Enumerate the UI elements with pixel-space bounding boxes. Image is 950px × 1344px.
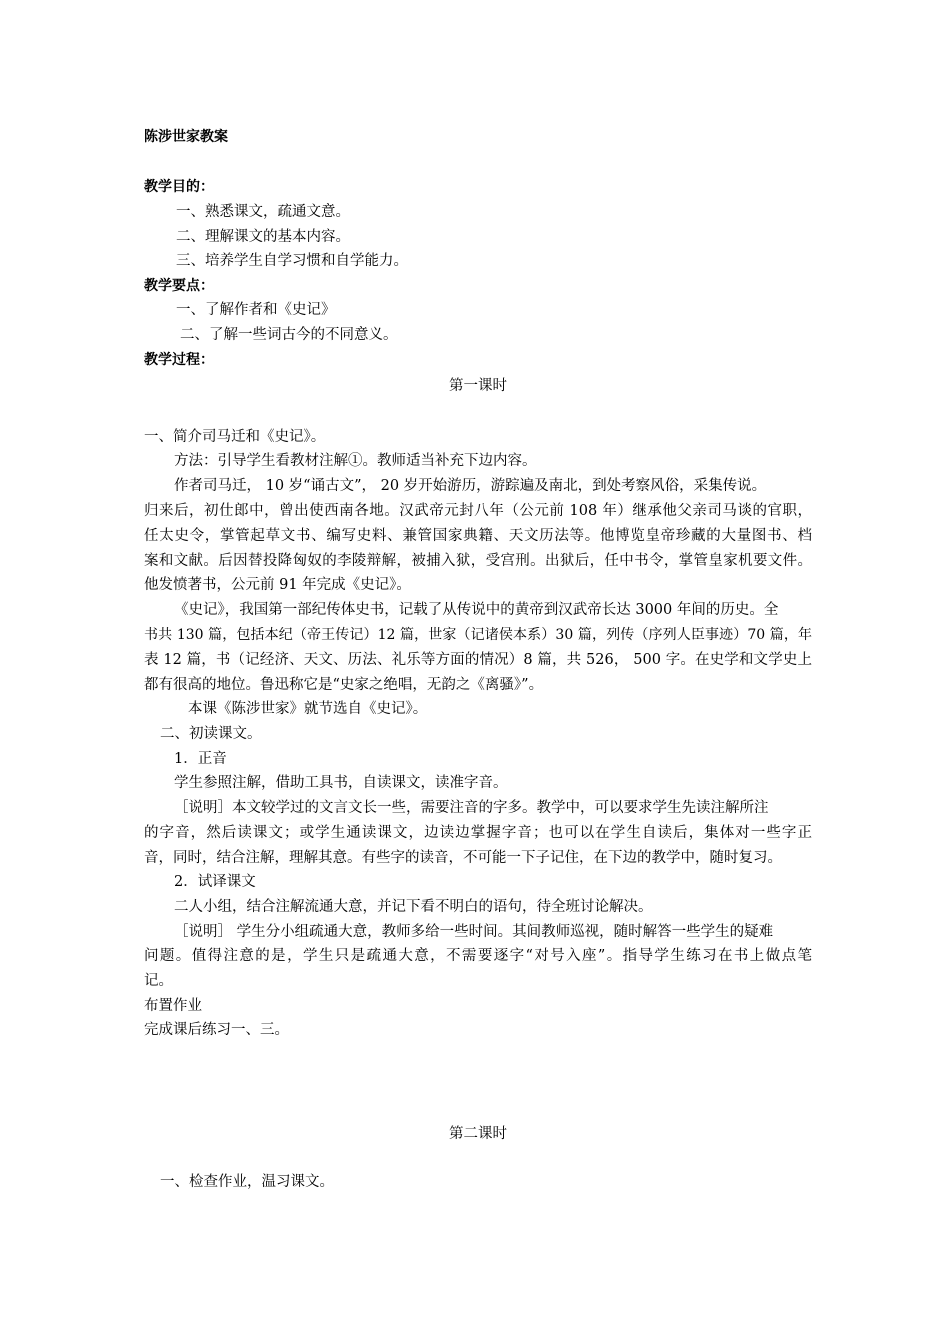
author-paragraph-line: 案和文献。后因替投降匈奴的李陵辩解，被捕入狱，受宫刑。出狱后，任中书令，掌管皇家机要文件。 xyxy=(144,553,812,569)
lesson2-title: 第二课时 xyxy=(449,1126,507,1142)
note1-line: 的字音，然后读课文；或学生通读课文，边读边掌握字音；也可以在学生自读后，集体对一些字正 xyxy=(144,825,812,841)
note2-line: 问题。值得注意的是，学生只是疏通大意，不需要逐字“对号入座”。指导学生练习在书上做点笔 xyxy=(144,948,812,964)
document-title: 陈涉世家教案 xyxy=(144,129,228,145)
goal-item: 一、熟悉课文，疏通文意。 xyxy=(176,204,350,220)
shiji-paragraph-line: 《史记》，我国第一部纪传体史书，记载了从传说中的黄帝到汉武帝长达 3000 年间的历史。全 xyxy=(174,602,779,618)
step2-heading: 2．试译课文 xyxy=(174,874,256,890)
goal-item: 三、培养学生自学习惯和自学能力。 xyxy=(176,253,408,269)
note2-line: ［说明］ 学生分小组疏通大意，教师多给一些时间。其间教师巡视，随时解答一些学生的疑难 xyxy=(174,924,774,940)
note1-line: ［说明］本文较学过的文言文长一些，需要注音的字多。教学中，可以要求学生先读注解所注 xyxy=(174,800,769,816)
keypoint-item: 一、了解作者和《史记》 xyxy=(176,302,336,318)
step1-text: 学生参照注解，借助工具书，自读课文，读准字音。 xyxy=(174,775,508,791)
author-paragraph-line: 归来后，初仕郎中，曾出使西南各地。汉武帝元封八年（公元前 108 年）继承他父亲司马谈的官职， xyxy=(144,503,812,519)
method-text: 方法：引导学生看教材注解①。教师适当补充下边内容。 xyxy=(174,453,537,469)
homework-heading: 布置作业 xyxy=(144,998,202,1014)
goals-heading: 教学目的： xyxy=(144,179,214,195)
note2-line: 记。 xyxy=(144,973,173,989)
step2-text: 二人小组，结合注解流通大意，并记下看不明白的语句，待全班讨论解决。 xyxy=(174,899,653,915)
author-paragraph-line: 他发愤著书，公元前 91 年完成《史记》。 xyxy=(144,577,411,593)
this-lesson-text: 本课《陈涉世家》就节选自《史记》。 xyxy=(188,701,428,717)
lesson2-section1: 一、检查作业，温习课文。 xyxy=(160,1174,334,1190)
lesson1-section1: 一、简介司马迁和《史记》。 xyxy=(144,429,326,445)
author-paragraph-line: 任太史令，掌管起草文书、编写史料、兼管国家典籍、天文历法等。他博览皇帝珍藏的大量图书、档 xyxy=(144,528,812,544)
process-heading: 教学过程： xyxy=(144,352,214,368)
shiji-paragraph-line: 都有很高的地位。鲁迅称它是“史家之绝唱，无韵之《离骚》”。 xyxy=(144,677,544,693)
shiji-paragraph-line: 表 12 篇，书（记经济、天文、历法、礼乐等方面的情况）8 篇，共 526， 500 字。在史学和文学史上 xyxy=(144,652,812,668)
goal-item: 二、理解课文的基本内容。 xyxy=(176,229,350,245)
keypoint-item: 二、了解一些词古今的不同意义。 xyxy=(180,327,398,343)
lesson1-title: 第一课时 xyxy=(449,378,507,394)
step1-heading: 1．正音 xyxy=(174,751,227,767)
author-paragraph-line: 作者司马迁， 10 岁“诵古文”， 20 岁开始游历，游踪遍及南北，到处考察风俗，采集传说。 xyxy=(174,478,767,494)
shiji-paragraph-line: 书共 130 篇，包括本纪（帝王传记）12 篇，世家（记诸侯本系）30 篇，列传（序列人臣事迹）70 篇，年 xyxy=(144,627,812,643)
keypoints-heading: 教学要点： xyxy=(144,278,214,294)
note1-line: 音，同时，结合注解，理解其意。有些字的读音，不可能一下子记住，在下边的教学中，随时复习。 xyxy=(144,850,782,866)
lesson1-section2: 二、初读课文。 xyxy=(160,726,262,742)
homework-text: 完成课后练习一、三。 xyxy=(144,1022,289,1038)
